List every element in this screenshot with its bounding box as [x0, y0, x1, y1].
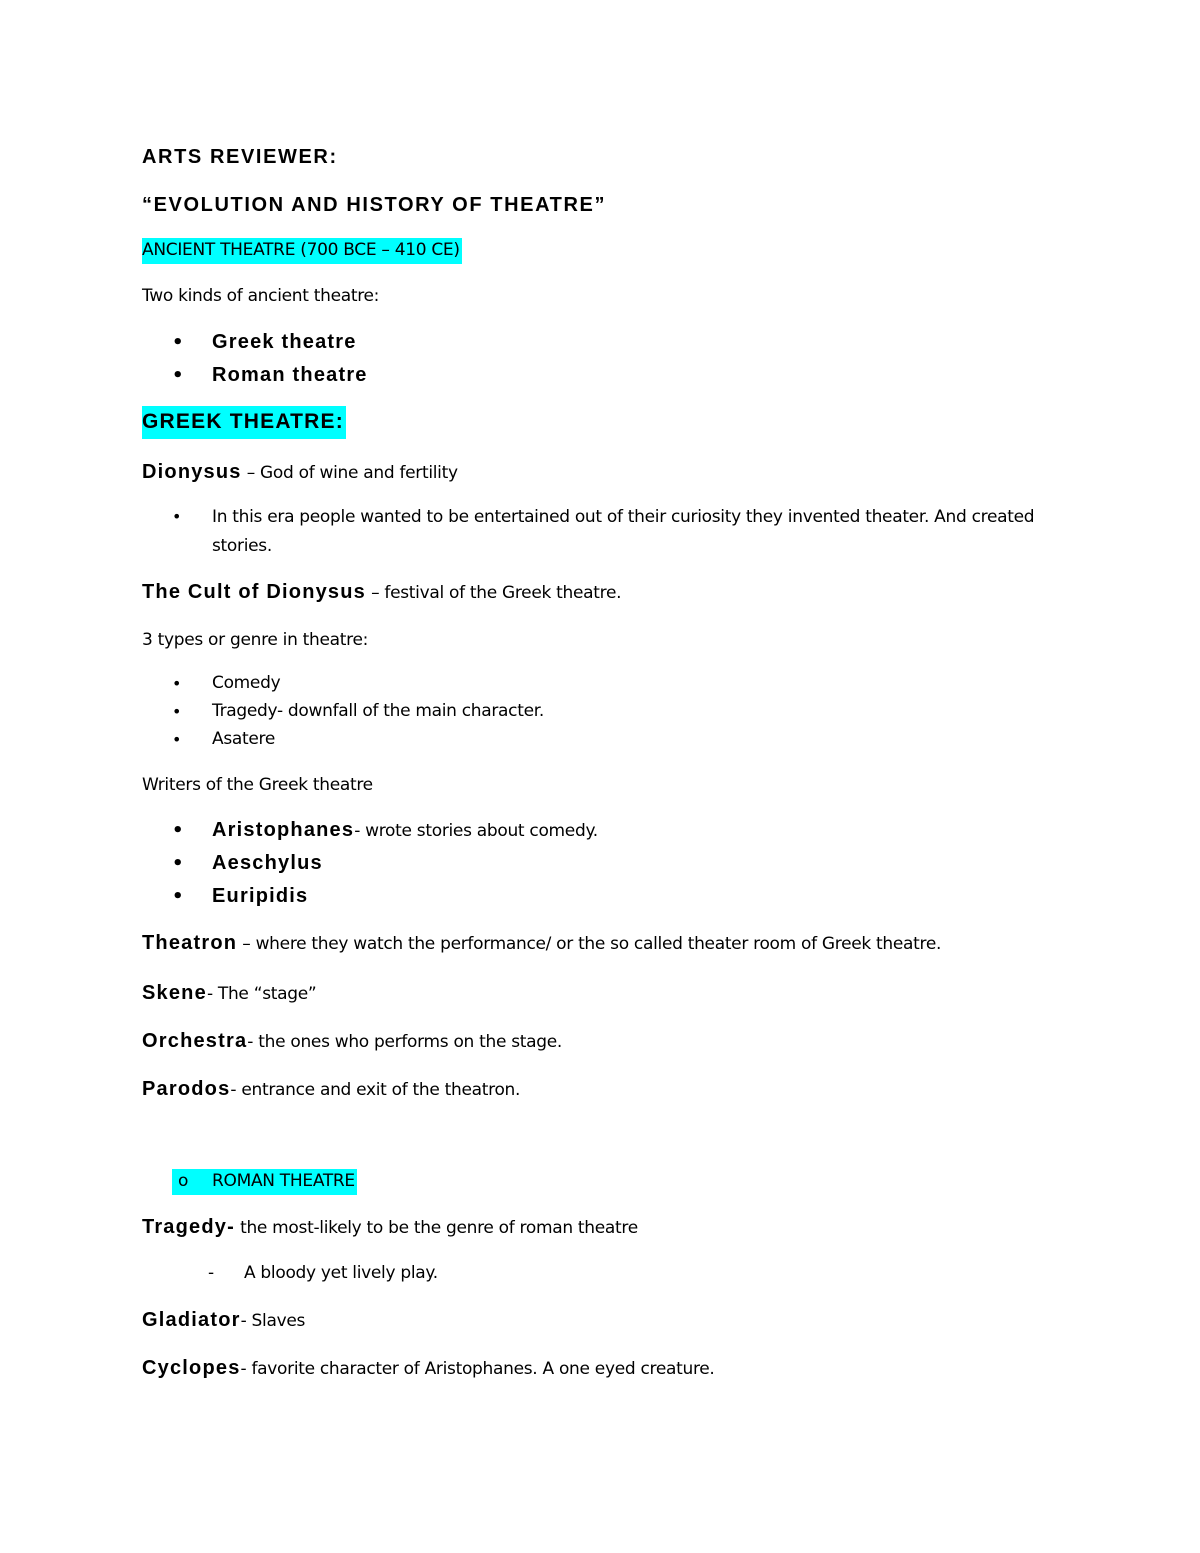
genre-comedy: Comedy: [212, 673, 281, 693]
genre-asatere: Asatere: [212, 729, 276, 749]
tragedy-sub-item: [208, 1263, 438, 1283]
tragedy-entry: [142, 1216, 638, 1239]
list-item: [172, 819, 598, 842]
cyclopes-entry: [142, 1357, 715, 1380]
list-item: [172, 331, 357, 354]
dionysus-def: – God of wine and fertility: [241, 463, 458, 483]
genres-intro: 3 types or genre in theatre:: [142, 630, 369, 650]
cult-term: The Cult of Dionysus: [142, 581, 366, 603]
cyclopes-term: Cyclopes: [142, 1357, 241, 1379]
list-item: [172, 852, 323, 875]
bullet-icon: •: [172, 701, 182, 721]
dash-icon: -: [208, 1263, 214, 1283]
cult-def: – festival of the Greek theatre.: [366, 583, 622, 603]
tragedy-sub-text: A bloody yet lively play.: [244, 1263, 438, 1283]
theatron-entry: [142, 932, 941, 955]
writer-aristophanes: Aristophanes: [212, 819, 355, 841]
skene-term: Skene: [142, 982, 207, 1004]
era-note: In this era people wanted to be entertained out of their curiosity they invented theater. And created stories.: [212, 507, 1035, 556]
dionysus-term: Dionysus: [142, 461, 242, 483]
orchestra-term: Orchestra: [142, 1030, 248, 1052]
list-item: [172, 364, 368, 387]
theatron-def: – where they watch the performance/ or the so called theater room of Greek theatre.: [237, 934, 942, 954]
kind-roman: Roman theatre: [212, 364, 368, 386]
parodos-term: Parodos: [142, 1078, 231, 1100]
tragedy-term: Tragedy-: [142, 1216, 235, 1238]
gladiator-term: Gladiator: [142, 1309, 241, 1331]
list-item: [172, 885, 308, 908]
writer-euripidis: Euripidis: [212, 885, 309, 907]
bullet-icon: •: [172, 886, 185, 907]
bullet-icon: •: [172, 332, 185, 353]
writer-aristophanes-note: - wrote stories about comedy.: [354, 821, 598, 841]
document-subtitle: “EVOLUTION AND HISTORY OF THEATRE”: [142, 194, 607, 216]
greek-theatre-label: GREEK THEATRE:: [142, 406, 346, 439]
list-item: [172, 673, 280, 693]
bullet-icon: •: [172, 853, 185, 874]
gladiator-entry: [142, 1309, 305, 1332]
theatron-term: Theatron: [142, 932, 238, 954]
list-item: [172, 701, 544, 721]
list-item: [172, 507, 212, 526]
writer-aeschylus: Aeschylus: [212, 852, 323, 874]
two-kinds-intro: Two kinds of ancient theatre:: [142, 286, 380, 306]
ancient-theatre-label: ANCIENT THEATRE (700 BCE – 410 CE): [142, 238, 462, 264]
parodos-def: - entrance and exit of the theatron.: [230, 1080, 521, 1100]
skene-entry: [142, 982, 316, 1005]
document-title: ARTS REVIEWER:: [142, 146, 338, 168]
tragedy-def: the most-likely to be the genre of roman theatre: [234, 1218, 638, 1238]
bullet-icon: •: [172, 729, 182, 749]
skene-def: - The “stage”: [206, 984, 317, 1004]
greek-theatre-heading: [142, 410, 346, 434]
gladiator-def: - Slaves: [240, 1311, 306, 1331]
parodos-entry: [142, 1078, 520, 1101]
roman-bullet-icon: o: [172, 1169, 212, 1195]
dionysus-entry: [142, 461, 458, 484]
bullet-icon: •: [172, 673, 182, 693]
bullet-icon: •: [172, 820, 185, 841]
cyclopes-def: - favorite character of Aristophanes. A one eyed creature.: [240, 1359, 715, 1379]
kind-greek: Greek theatre: [212, 331, 357, 353]
roman-theatre-heading: [172, 1169, 357, 1195]
genre-tragedy: Tragedy- downfall of the main character.: [212, 701, 544, 721]
orchestra-def: - the ones who performs on the stage.: [247, 1032, 563, 1052]
cult-entry: [142, 581, 621, 604]
list-item: [172, 729, 275, 749]
bullet-icon: •: [172, 507, 182, 526]
orchestra-entry: [142, 1030, 562, 1053]
bullet-icon: •: [172, 365, 185, 386]
roman-theatre-label: ROMAN THEATRE: [212, 1169, 357, 1195]
ancient-theatre-heading: [142, 240, 462, 260]
writers-intro: Writers of the Greek theatre: [142, 775, 373, 795]
